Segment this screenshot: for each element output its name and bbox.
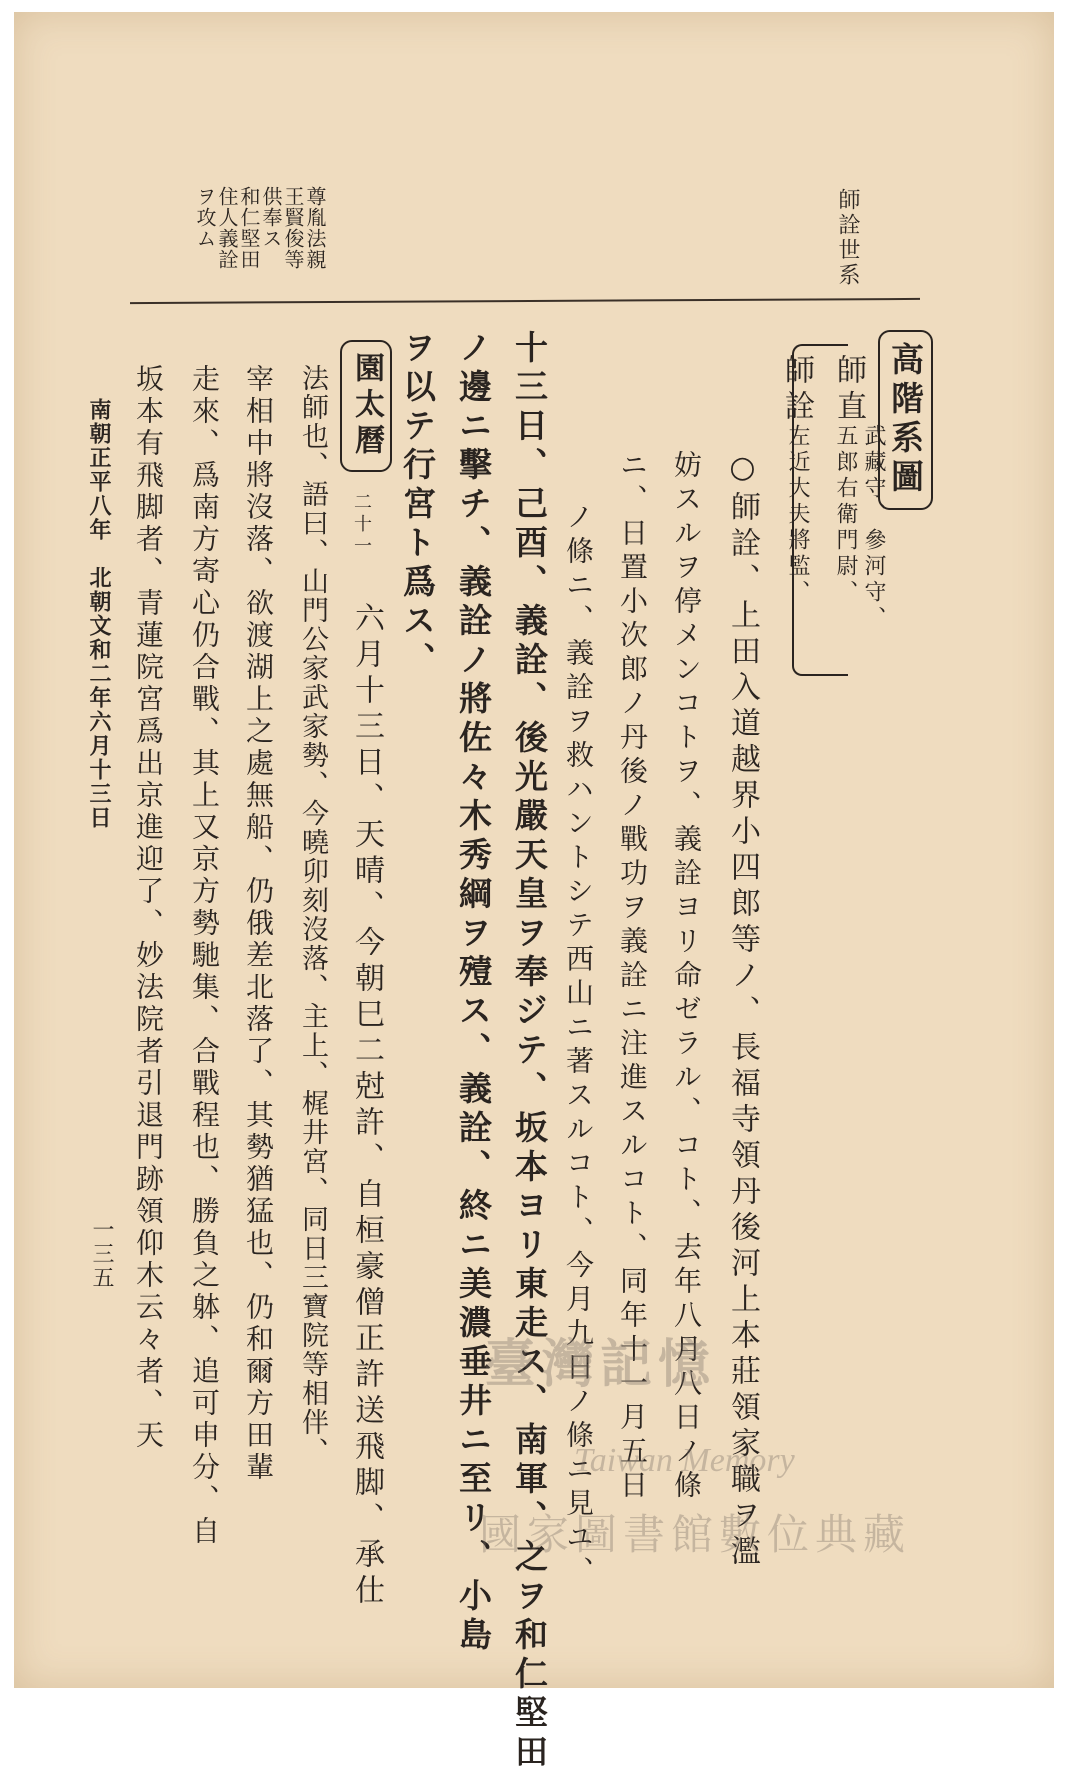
commentary-column: ノ條ニ、義詮ヲ救ハントシテ西山ニ著スルコト、今月九日ノ條ニ見ユ、 [562, 502, 595, 1590]
footer-date: 南朝正平八年 北朝文和二年六月十三日 [86, 398, 112, 830]
margin-note-line: 尊胤法親 [303, 186, 327, 270]
source-text-column: 六月十三日、天晴、今朝巳二尅許、自桓豪僧正許送飛脚、承仕 [349, 602, 384, 1610]
commentary-column: 妨スルヲ停メンコトヲ、義詮ヨリ命ゼラル、コト、去年八月八日ノ條 [670, 450, 703, 1504]
source-title: 園太曆 [340, 340, 392, 472]
watermark-english: Taiwan Memory [574, 1442, 795, 1479]
main-entry-column: 十三日、己酉、義詮、後光嚴天皇ヲ奉ジテ、坂本ヨリ東走ス、南軍、之ヲ和仁堅田 [510, 330, 549, 1773]
source-text-column: 走來、爲南方寄心仍合戰、其上又京方勢馳集、合戰程也、勝負之躰、追可申分、自 [188, 364, 221, 1548]
source-text-column: 宰相中將沒落、欲渡湖上之處無船、仍俄差北落了、其勢猶猛也、仍和爾方田輩 [242, 364, 275, 1484]
genealogy-name-shinao: 師直 [831, 354, 866, 426]
header-rule [130, 298, 920, 304]
source-text-column: 法師也、語曰、山門公家武家勢、今曉卯刻沒落、主上、梶井宮、同日三寶院等相伴、 [297, 364, 328, 1466]
section-heading: 高階系圖 [878, 330, 933, 510]
margin-note-line: 住人義詮 [215, 186, 239, 270]
commentary-column: ニ、日置小次郎ノ丹後ノ戰功ヲ義詮ニ注進スルコト、同年十一月五日 [616, 450, 649, 1504]
watermark-library: 國家圖書館數位典藏 [479, 1510, 912, 1559]
running-head: 師詮世系 [835, 188, 860, 288]
margin-note-line: 和仁堅田 [237, 186, 261, 270]
commentary-column: ○師詮、上田入道越界小四郎等ノ、長福寺領丹後河上本莊領家職ヲ濫 [725, 450, 760, 1571]
source-text-column: 坂本有飛脚者、青蓮院宮爲出京進迎了、妙法院者引退門跡領仰木云々者、天 [132, 364, 165, 1452]
genealogy-name-shisen: 師詮 [779, 354, 814, 426]
watermark-logo: 臺灣記憶 [484, 1334, 717, 1395]
page-number: 一三五 [89, 1218, 114, 1290]
margin-note-line: ヲ攻ム [193, 186, 217, 249]
document-page [14, 12, 1054, 1773]
genealogy-title-shisen: 左近大夫將監、 [785, 424, 810, 606]
genealogy-title-shinao: 武藏守、參河守、 [861, 424, 886, 632]
source-volume: 二十一 [351, 492, 372, 558]
genealogy-sub-shinao: 五郎右衛門尉、 [833, 424, 858, 606]
main-entry-column: ノ邊ニ擊チ、義詮ノ將佐々木秀綱ヲ殪ス、義詮、終ニ美濃垂井ニ至リ、小島 [454, 330, 493, 1656]
margin-note-line: 王賢俊等 [281, 186, 305, 270]
main-entry-column: ヲ以テ行宮ト爲ス、 [398, 330, 437, 681]
margin-note-line: 供奉ス [259, 186, 283, 249]
